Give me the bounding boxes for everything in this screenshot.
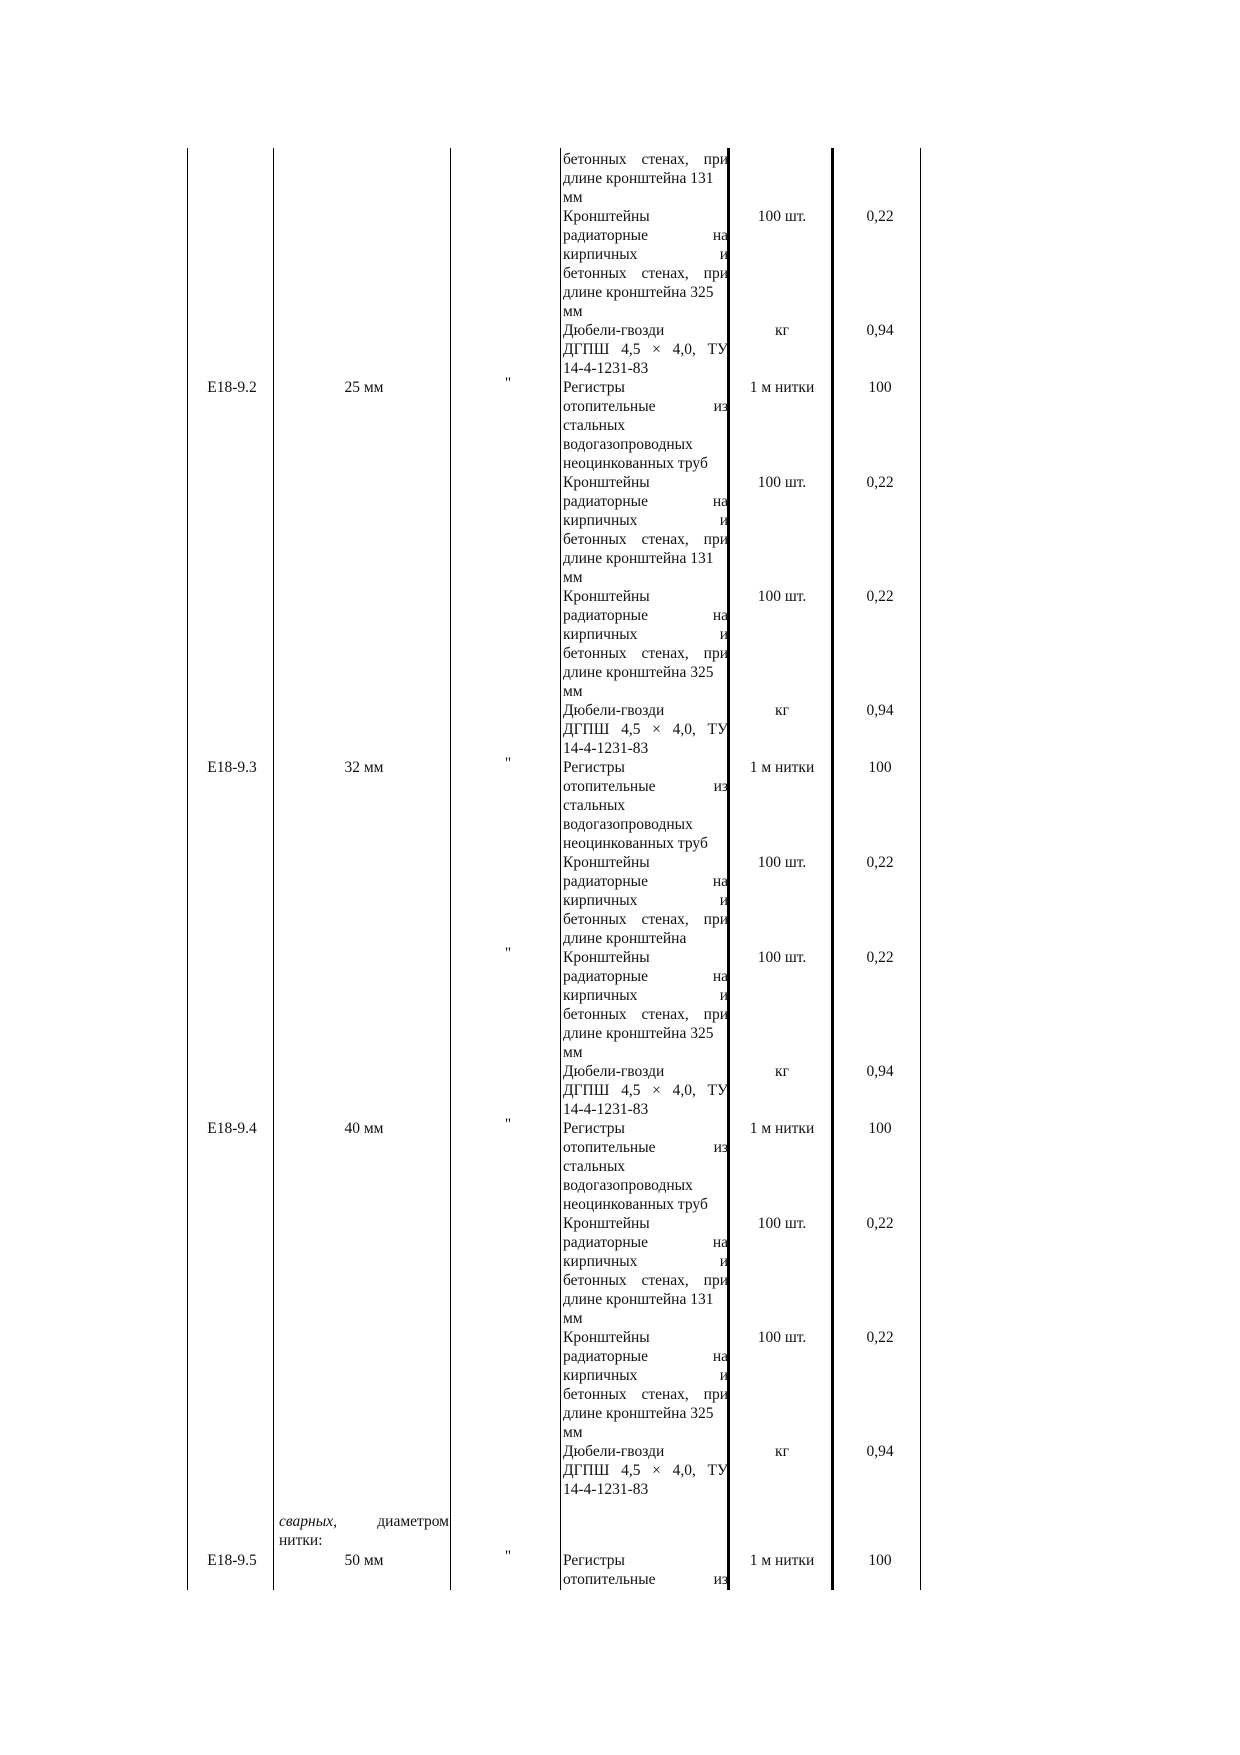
unit-value: 100 шт. — [757, 1329, 807, 1346]
resource-name — [563, 758, 728, 853]
quantity-value: 0,94 — [866, 1063, 894, 1080]
resource-name-line: радиаторные на — [563, 607, 728, 624]
unit-value: 100 шт. — [757, 1215, 807, 1232]
row-code: Е18-9.3 — [207, 759, 257, 776]
unit-value: 100 шт. — [757, 949, 807, 966]
row-size: 40 мм — [344, 1120, 384, 1137]
ditto-mark: " — [504, 1116, 512, 1133]
unit-value: 100 шт. — [757, 208, 807, 225]
resource-name — [563, 1062, 728, 1119]
ditto-mark: " — [504, 375, 512, 392]
resource-name — [563, 1551, 728, 1589]
resource-name — [563, 1328, 728, 1442]
resource-name-line: Дюбели-гвозди — [563, 1443, 665, 1460]
resource-name — [563, 473, 728, 587]
unit-value: 1 м нитки — [749, 1552, 815, 1569]
quantity-value: 0,22 — [866, 1329, 894, 1346]
quantity-value: 100 — [868, 1120, 892, 1137]
resource-name — [563, 948, 728, 1062]
resource-name-line: радиаторные на — [563, 873, 728, 890]
unit-value: 1 м нитки — [749, 759, 815, 776]
resource-name-line: длине кронштейна — [563, 930, 687, 947]
resource-name-line: радиаторные на — [563, 1234, 728, 1251]
resource-name-line: бетонных стенах, при — [563, 531, 728, 548]
column-divider — [560, 148, 561, 1590]
resource-name — [563, 1119, 728, 1214]
resource-name-line: отопительные из — [563, 1139, 728, 1156]
resource-name-line: кирпичных и — [563, 626, 728, 643]
resource-name-line: мм — [563, 1310, 583, 1327]
ditto-mark: " — [504, 755, 512, 772]
resource-name — [563, 1214, 728, 1328]
row-size: 32 мм — [344, 759, 384, 776]
resource-name — [563, 701, 728, 758]
resource-name — [563, 207, 728, 321]
resource-name-line: отопительные из — [563, 1571, 728, 1588]
quantity-value: 100 — [868, 759, 892, 776]
resource-name-line: радиаторные на — [563, 1348, 728, 1365]
resource-name — [563, 150, 728, 207]
quantity-value: 0,22 — [866, 1215, 894, 1232]
resource-name — [563, 587, 728, 701]
resource-name-line: кирпичных и — [563, 512, 728, 529]
resource-name-line: Регистры — [563, 1552, 625, 1569]
resource-name-line: длине кронштейна 325 — [563, 1405, 714, 1422]
resource-name-line: кирпичных и — [563, 892, 728, 909]
resource-name-line: отопительные из — [563, 398, 728, 415]
resource-name-line: Дюбели-гвозди — [563, 322, 665, 339]
resource-name-line: бетонных стенах, при — [563, 151, 728, 168]
quantity-value: 0,94 — [866, 322, 894, 339]
resource-name-line: радиаторные на — [563, 493, 728, 510]
resource-name-line: ДГПШ 4,5 × 4,0, ТУ — [563, 721, 728, 738]
row-code: Е18-9.2 — [207, 379, 257, 396]
row-code: Е18-9.5 — [207, 1552, 257, 1569]
row-size: 50 мм — [344, 1552, 384, 1569]
quantity-value: 0,22 — [866, 474, 894, 491]
resource-name-line: мм — [563, 1424, 583, 1441]
resource-name-line: Кронштейны — [563, 474, 650, 491]
resource-name-line: неоцинкованных труб — [563, 835, 708, 852]
quantity-value: 100 — [868, 379, 892, 396]
resource-name-line: стальных — [563, 1158, 626, 1175]
resource-name-line: 14-4-1231-83 — [563, 740, 649, 757]
resource-name-line: длине кронштейна 131 — [563, 550, 714, 567]
unit-value: 100 шт. — [757, 588, 807, 605]
unit-value: кг — [775, 702, 789, 719]
resource-name-line: Кронштейны — [563, 1329, 650, 1346]
resource-name-line: мм — [563, 1044, 583, 1061]
resource-name-line: длине кронштейна 325 — [563, 284, 714, 301]
resource-name-line: мм — [563, 569, 583, 586]
resource-name-line: бетонных стенах, при — [563, 1006, 728, 1023]
resource-name-line: радиаторные на — [563, 968, 728, 985]
resource-name-line: ДГПШ 4,5 × 4,0, ТУ — [563, 1462, 728, 1479]
resource-name-line: кирпичных и — [563, 1367, 728, 1384]
resource-name-line: ДГПШ 4,5 × 4,0, ТУ — [563, 341, 728, 358]
resource-name-line: бетонных стенах, при — [563, 645, 728, 662]
resource-name-line: кирпичных и — [563, 246, 728, 263]
resource-name-line: отопительные из — [563, 778, 728, 795]
resource-name-line: бетонных стенах, при — [563, 265, 728, 282]
resource-name-line: стальных — [563, 797, 626, 814]
resource-name — [563, 1442, 728, 1499]
resource-name-line: бетонных стенах, при — [563, 911, 728, 928]
resource-name-line: Кронштейны — [563, 588, 650, 605]
resource-name-line: Регистры — [563, 1120, 625, 1137]
subheading-rest: диаметром — [377, 1513, 449, 1530]
resource-name-line: длине кронштейна 131 — [563, 170, 714, 187]
resource-name-line: водогазопроводных — [563, 816, 693, 833]
quantity-value: 0,94 — [866, 1443, 894, 1460]
subheading — [279, 1512, 449, 1550]
ditto-mark: " — [504, 945, 512, 962]
resource-name-line: 14-4-1231-83 — [563, 1481, 649, 1498]
subheading-italic: сварных, — [279, 1513, 337, 1530]
column-divider — [273, 148, 274, 1590]
resource-name-line: кирпичных и — [563, 987, 728, 1004]
unit-value: 100 шт. — [757, 854, 807, 871]
resource-name-line: мм — [563, 303, 583, 320]
resource-name-line: Регистры — [563, 759, 625, 776]
quantity-value: 0,22 — [866, 854, 894, 871]
resource-name-line: Кронштейны — [563, 949, 650, 966]
resource-name-line: Кронштейны — [563, 208, 650, 225]
resource-name-line: Дюбели-гвозди — [563, 702, 665, 719]
resource-name-line: мм — [563, 189, 583, 206]
resource-name-line: длине кронштейна 131 — [563, 1291, 714, 1308]
unit-value: 1 м нитки — [749, 1120, 815, 1137]
resource-name-line: Кронштейны — [563, 1215, 650, 1232]
resource-name-line: длине кронштейна 325 — [563, 1025, 714, 1042]
resource-name-line: мм — [563, 683, 583, 700]
table-border-left — [187, 148, 188, 1590]
resource-name-line: неоцинкованных труб — [563, 455, 708, 472]
resource-name-line: кирпичных и — [563, 1253, 728, 1270]
row-size: 25 мм — [344, 379, 384, 396]
resource-name-line: ДГПШ 4,5 × 4,0, ТУ — [563, 1082, 728, 1099]
unit-value: кг — [775, 1443, 789, 1460]
unit-value: кг — [775, 322, 789, 339]
resource-name-line: водогазопроводных — [563, 1177, 693, 1194]
resource-name — [563, 378, 728, 473]
resource-name-line: Регистры — [563, 379, 625, 396]
unit-value: 1 м нитки — [749, 379, 815, 396]
unit-value: кг — [775, 1063, 789, 1080]
resource-name-line: стальных — [563, 417, 626, 434]
resource-name-line: водогазопроводных — [563, 436, 693, 453]
ditto-mark: " — [504, 1548, 512, 1565]
resource-name-line: радиаторные на — [563, 227, 728, 244]
resource-name-line: бетонных стенах, при — [563, 1272, 728, 1289]
column-divider — [450, 148, 451, 1590]
quantity-value: 100 — [868, 1552, 892, 1569]
resource-name — [563, 321, 728, 378]
resource-name-line: неоцинкованных труб — [563, 1196, 708, 1213]
quantity-value: 0,22 — [866, 208, 894, 225]
resource-name-line: Дюбели-гвозди — [563, 1063, 665, 1080]
resource-name-line: Кронштейны — [563, 854, 650, 871]
resource-name-line: длине кронштейна 325 — [563, 664, 714, 681]
quantity-value: 0,22 — [866, 588, 894, 605]
resource-name-line: 14-4-1231-83 — [563, 360, 649, 377]
resource-name-line: бетонных стенах, при — [563, 1386, 728, 1403]
quantity-value: 0,22 — [866, 949, 894, 966]
resource-name-line: 14-4-1231-83 — [563, 1101, 649, 1118]
row-code: Е18-9.4 — [207, 1120, 257, 1137]
quantity-value: 0,94 — [866, 702, 894, 719]
unit-value: 100 шт. — [757, 474, 807, 491]
subheading-line2: нитки: — [279, 1532, 323, 1549]
resource-name — [563, 853, 728, 948]
